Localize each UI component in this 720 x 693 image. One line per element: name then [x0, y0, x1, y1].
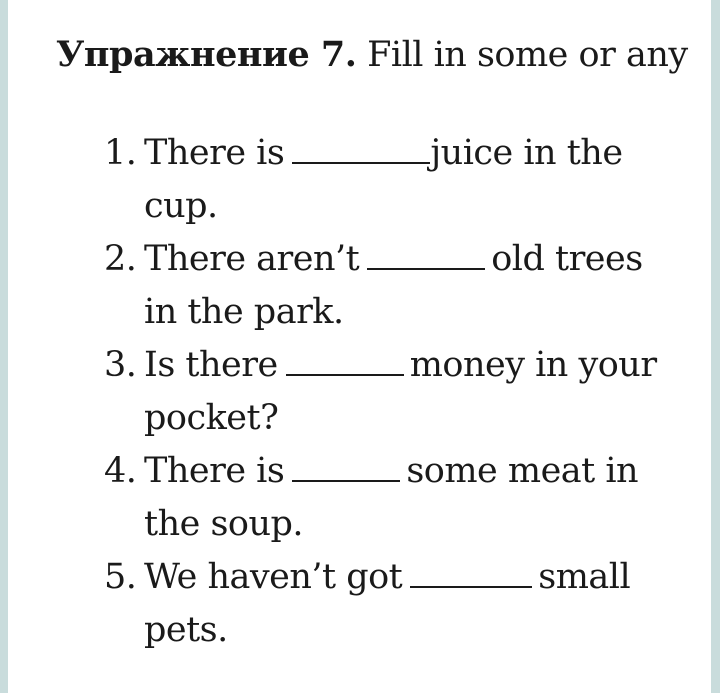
item-text-before: There is — [144, 133, 285, 173]
item-text-after: small pets. — [144, 557, 631, 650]
item-text-after: some meat in the soup. — [144, 451, 639, 544]
exercise-item — [104, 551, 684, 657]
item-text-before: There is — [144, 451, 285, 491]
exercise-list — [104, 127, 684, 657]
answer-blank[interactable] — [292, 132, 430, 164]
answer-blank[interactable] — [367, 238, 485, 270]
item-text-after: juice in the cup. — [144, 133, 623, 226]
exercise-item — [104, 339, 684, 445]
worksheet-page — [8, 0, 711, 693]
item-number: 5. — [104, 557, 137, 597]
item-number: 1. — [104, 133, 137, 173]
exercise-item — [104, 233, 684, 339]
item-number: 3. — [104, 345, 137, 385]
answer-blank[interactable] — [286, 344, 404, 376]
exercise-item — [104, 445, 684, 551]
item-number: 4. — [104, 451, 137, 491]
answer-blank[interactable] — [410, 556, 532, 588]
item-number: 2. — [104, 239, 137, 279]
exercise-item — [104, 127, 684, 233]
exercise-title: Упражнение 7. — [56, 34, 357, 75]
item-text-before: We haven’t got — [144, 557, 403, 597]
exercise-heading — [56, 30, 688, 80]
item-text-after: money in your pocket? — [144, 345, 657, 438]
item-text-before: There aren’t — [144, 239, 360, 279]
item-text-after: old trees in the park. — [144, 239, 643, 332]
item-text-before: Is there — [144, 345, 278, 385]
answer-blank[interactable] — [292, 450, 400, 482]
exercise-instruction: Fill in some or any — [367, 35, 688, 75]
